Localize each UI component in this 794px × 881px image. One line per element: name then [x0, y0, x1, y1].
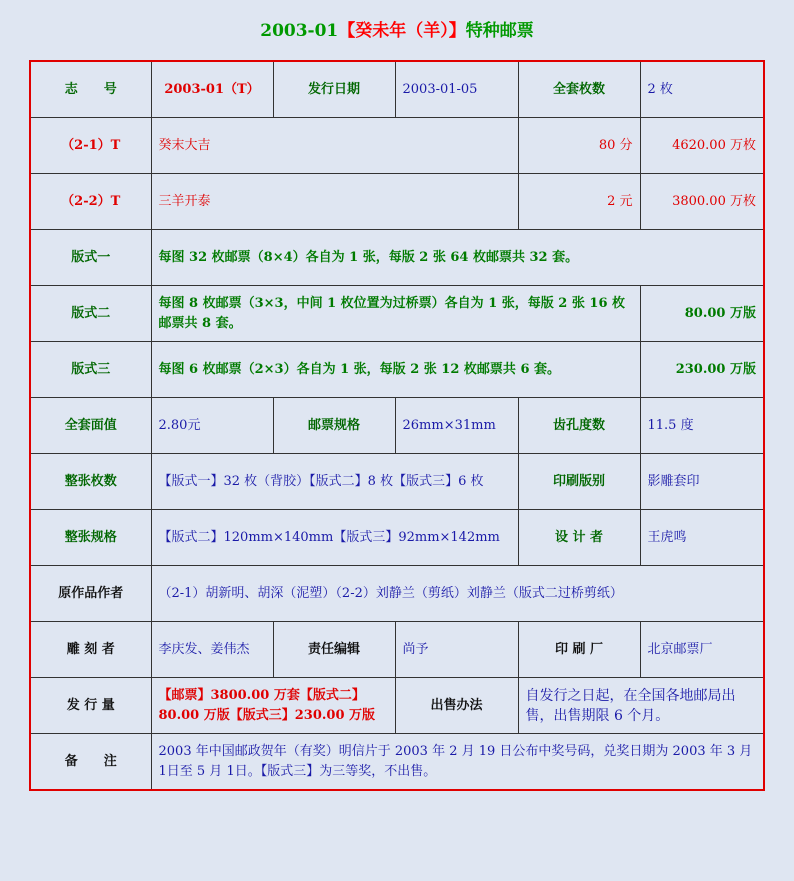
label-perforation: 齿孔度数 — [518, 398, 640, 454]
table-row — [30, 566, 764, 622]
table-row — [30, 622, 764, 678]
table-row — [30, 734, 764, 791]
value-remarks: 2003 年中国邮政贺年（有奖）明信片于 2003 年 2 月 19 日公布中奖号码，兑奖日期为 2003 年 3 月 1日至 5 月 1日。【版式三】为三等奖，不出售。 — [151, 734, 764, 791]
label-engraver: 雕 刻 者 — [30, 622, 151, 678]
table-row — [30, 678, 764, 734]
value-print-method: 影雕套印 — [640, 454, 764, 510]
label-face-value: 全套面值 — [30, 398, 151, 454]
value-editor: 尚予 — [395, 622, 518, 678]
table-row — [30, 342, 764, 398]
label-stamp-2-1: （2-1）T — [30, 118, 151, 174]
value-stamp-2-1-face: 80 分 — [518, 118, 640, 174]
stamp-info-table — [29, 60, 765, 791]
label-format-2: 版式二 — [30, 286, 151, 342]
label-stamp-2-2: （2-2）T — [30, 174, 151, 230]
label-sheet-count: 整张枚数 — [30, 454, 151, 510]
value-circulation: 【邮票】3800.00 万套【版式二】80.00 万版【版式三】230.00 万版 — [151, 678, 395, 734]
value-perforation: 11.5 度 — [640, 398, 764, 454]
value-original-artist: （2-1）胡新明、胡深（泥塑）（2-2）刘静兰（剪纸）刘静兰（版式二过桥剪纸） — [151, 566, 764, 622]
value-stamp-2-2-qty: 3800.00 万枚 — [640, 174, 764, 230]
table-row — [30, 286, 764, 342]
title-suffix: 特种邮票 — [465, 21, 534, 41]
label-issue-date: 发行日期 — [273, 61, 395, 118]
table-row — [30, 174, 764, 230]
label-designer: 设 计 者 — [518, 510, 640, 566]
value-format-2-qty: 80.00 万版 — [640, 286, 764, 342]
value-stamp-2-2-name: 三羊开泰 — [151, 174, 518, 230]
label-original-artist: 原作品作者 — [30, 566, 151, 622]
label-printer: 印 刷 厂 — [518, 622, 640, 678]
title-issue-number: 2003-01 — [260, 21, 339, 41]
value-stamp-2-1-name: 癸末大吉 — [151, 118, 518, 174]
value-format-3-qty: 230.00 万版 — [640, 342, 764, 398]
label-issue-id: 志 号 — [30, 61, 151, 118]
label-editor: 责任编辑 — [273, 622, 395, 678]
value-engraver: 李庆发、姜伟杰 — [151, 622, 273, 678]
value-sheet-size: 【版式二】120mm×140mm【版式三】92mm×142mm — [151, 510, 518, 566]
value-format-1: 每图 32 枚邮票（8×4）各自为 1 张，每版 2 张 64 枚邮票共 32 套。 — [151, 230, 764, 286]
value-format-3: 每图 6 枚邮票（2×3）各自为 1 张，每版 2 张 12 枚邮票共 6 套。 — [151, 342, 640, 398]
value-set-count: 2 枚 — [640, 61, 764, 118]
table-row — [30, 454, 764, 510]
value-stamp-2-2-face: 2 元 — [518, 174, 640, 230]
value-printer: 北京邮票厂 — [640, 622, 764, 678]
table-row — [30, 398, 764, 454]
label-stamp-size: 邮票规格 — [273, 398, 395, 454]
table-row — [30, 118, 764, 174]
value-face-value: 2.80元 — [151, 398, 273, 454]
label-set-count: 全套枚数 — [518, 61, 640, 118]
value-issue-date: 2003-01-05 — [395, 61, 518, 118]
value-designer: 王虎鸣 — [640, 510, 764, 566]
label-remarks: 备 注 — [30, 734, 151, 791]
label-format-3: 版式三 — [30, 342, 151, 398]
value-format-2: 每图 8 枚邮票（3×3，中间 1 枚位置为过桥票）各自为 1 张，每版 2 张 16 枚邮票共 8 套。 — [151, 286, 640, 342]
value-stamp-size: 26mm×31mm — [395, 398, 518, 454]
value-sale-method: 自发行之日起，在全国各地邮局出售，出售期限 6 个月。 — [518, 678, 764, 734]
value-sheet-count: 【版式一】32 枚（背胶）【版式二】8 枚【版式三】6 枚 — [151, 454, 518, 510]
label-print-method: 印刷版别 — [518, 454, 640, 510]
label-sale-method: 出售办法 — [395, 678, 518, 734]
page-title — [0, 16, 794, 41]
value-issue-id: 2003-01（T） — [151, 61, 273, 118]
value-stamp-2-1-qty: 4620.00 万枚 — [640, 118, 764, 174]
table-row — [30, 230, 764, 286]
label-sheet-size: 整张规格 — [30, 510, 151, 566]
table-row — [30, 510, 764, 566]
table-row — [30, 61, 764, 118]
label-circulation: 发 行 量 — [30, 678, 151, 734]
label-format-1: 版式一 — [30, 230, 151, 286]
title-stamp-name: 【癸未年（羊）】 — [338, 21, 466, 41]
